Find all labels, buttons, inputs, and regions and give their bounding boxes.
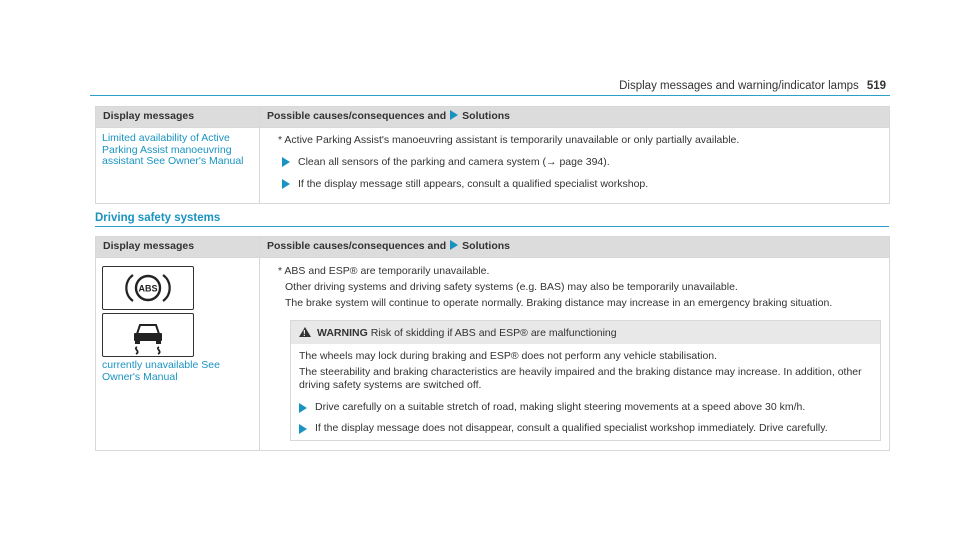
esp-skid-lamp-icon xyxy=(102,313,194,357)
play-icon xyxy=(450,240,458,250)
cause-cell xyxy=(260,128,890,204)
play-icon xyxy=(450,110,458,120)
col-header-causes: Possible causes/consequences and Solutions xyxy=(260,237,890,258)
parking-assist-message: Limited availability of Active Parking Assist manoeuvring assistant See Owner's Manual xyxy=(102,132,244,167)
message-cell xyxy=(96,258,260,451)
header-title: Display messages and warning/indicator lamps xyxy=(619,80,859,92)
step-arrow-icon xyxy=(282,179,290,189)
cause-cell xyxy=(260,258,890,451)
driving-safety-message: currently unavailable See Owner's Manual xyxy=(102,359,220,383)
cause-line: * ABS and ESP® are temporarily unavailable. Other driving systems and driving safety systems (e.g. BAS) may also be temporarily unavailable. The brake system will continue to operate normally. Braking distance may increase in an emergency braking situation. xyxy=(278,265,833,309)
warning-header: !WARNING Risk of skidding if ABS and ESP® are malfunctioning xyxy=(291,321,880,344)
step-arrow-icon xyxy=(282,157,290,167)
warning-box xyxy=(290,320,881,441)
step-item: Drive carefully on a suitable stretch of road, making slight steering movements at a speed above 30 km/h. xyxy=(299,401,872,415)
step-arrow-icon xyxy=(299,403,307,413)
abs-lamp-label: ABS xyxy=(138,283,158,294)
cause-text: * Active Parking Assist's manoeuvring assistant is temporarily unavailable or only partially available. xyxy=(278,134,740,146)
col-header-display-messages: Display messages xyxy=(96,237,260,258)
step-item: If the display message still appears, consult a qualified specialist workshop. xyxy=(282,177,881,191)
page-number: 519 xyxy=(866,80,886,92)
step-item: Clean all sensors of the parking and camera system (→ page 394). xyxy=(282,155,881,169)
step-item: If the display message does not disappear, consult a qualified specialist workshop immediately. Drive carefully. xyxy=(299,422,872,436)
warning-triangle-icon xyxy=(299,327,311,337)
driving-safety-table xyxy=(95,236,890,451)
parking-assist-table xyxy=(95,106,890,204)
header-rule xyxy=(90,95,890,96)
col-header-display-messages: Display messages xyxy=(96,107,260,128)
message-cell xyxy=(96,128,260,204)
abs-warning-lamp-icon xyxy=(102,266,194,310)
running-header xyxy=(619,80,886,92)
col-header-causes: Possible causes/consequences and Solutions xyxy=(260,107,890,128)
warning-body: The wheels may lock during braking and ESP® does not perform any vehicle stabilisation. The steerability and braking characteristics are heavily impaired and the braking distance may increase. In addition, other driving safety systems are switched off. Drive carefully on a suitable stretch of road, making slight steering movements at a speed above 30 km/h. If the display message does not disappear, consult a qualified specialist workshop immediately. Drive carefully. xyxy=(291,344,880,440)
section-title: Driving safety systems xyxy=(95,212,889,227)
step-arrow-icon xyxy=(299,424,307,434)
